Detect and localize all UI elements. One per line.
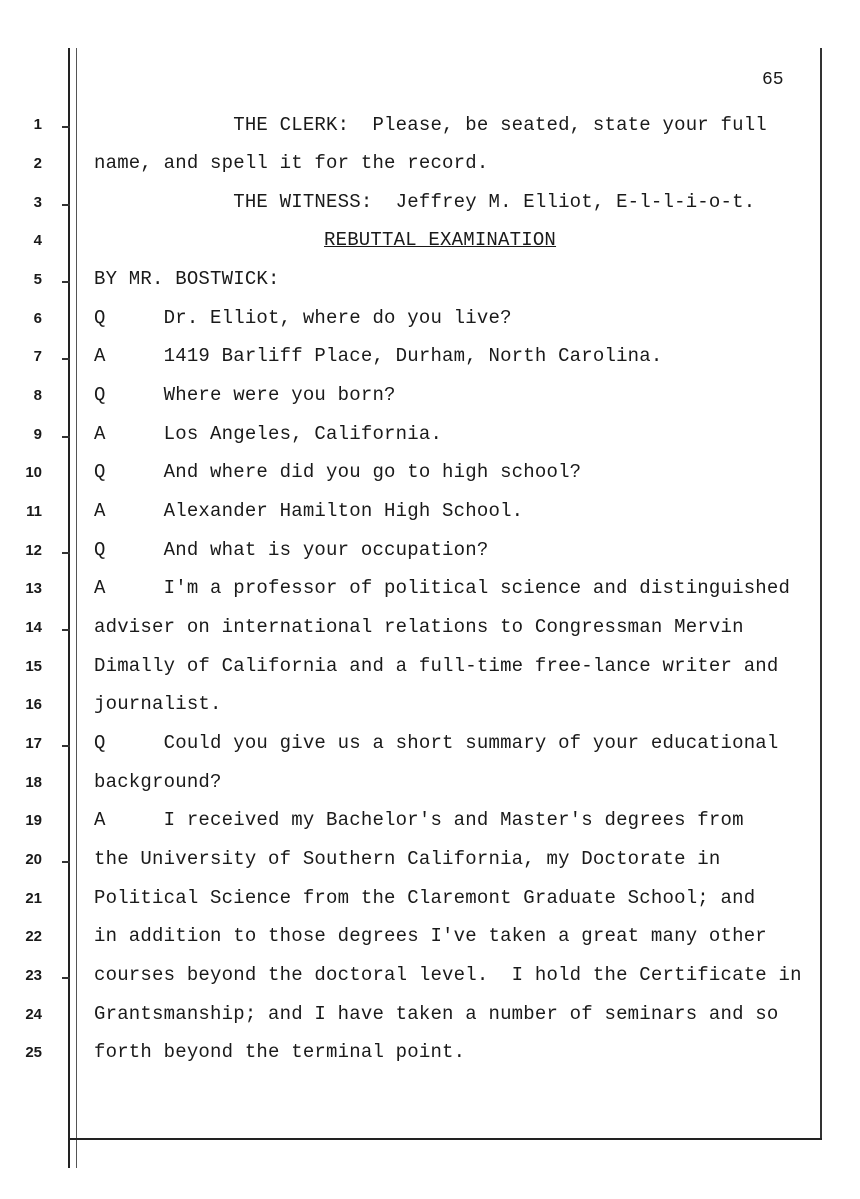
line-number: 22 <box>25 928 42 945</box>
transcript-line: A Alexander Hamilton High School. <box>94 500 524 522</box>
line-number: 3 <box>33 194 42 211</box>
line-number: 25 <box>25 1044 42 1061</box>
transcript-line: Q And where did you go to high school? <box>94 461 582 483</box>
transcript-line: Q Could you give us a short summary of your educational <box>94 732 779 754</box>
line-number: 8 <box>33 387 42 404</box>
line-number: 19 <box>25 812 42 829</box>
line-number: 13 <box>25 580 42 597</box>
transcript-line: journalist. <box>94 693 222 715</box>
margin-tick <box>62 281 70 283</box>
transcript-line: name, and spell it for the record. <box>94 152 489 174</box>
margin-tick <box>62 358 70 360</box>
transcript-line: background? <box>94 771 222 793</box>
transcript-line: Q Dr. Elliot, where do you live? <box>94 307 512 329</box>
line-number: 1 <box>33 116 42 133</box>
transcript-line: THE CLERK: Please, be seated, state your full <box>94 114 767 136</box>
margin-tick <box>62 552 70 554</box>
transcript-line: courses beyond the doctoral level. I hold the Certificate in <box>94 964 802 986</box>
transcript-line: THE WITNESS: Jeffrey M. Elliot, E-l-l-i-o-t. <box>94 191 756 213</box>
line-number: 6 <box>33 310 42 327</box>
bottom-rule <box>70 1138 822 1140</box>
transcript-line: Grantsmanship; and I have taken a number of seminars and so <box>94 1003 779 1025</box>
line-number: 12 <box>25 542 42 559</box>
margin-tick <box>62 436 70 438</box>
line-number: 14 <box>25 619 42 636</box>
margin-tick <box>62 861 70 863</box>
line-number: 18 <box>25 774 42 791</box>
line-number: 11 <box>26 503 42 520</box>
line-number: 17 <box>25 735 42 752</box>
left-margin-rule <box>68 48 70 1168</box>
transcript-line: BY MR. BOSTWICK: <box>94 268 280 290</box>
line-number: 2 <box>33 155 42 172</box>
margin-tick <box>62 745 70 747</box>
transcript-line: adviser on international relations to Congressman Mervin <box>94 616 744 638</box>
transcript-line: the University of Southern California, my Doctorate in <box>94 848 721 870</box>
margin-tick <box>62 204 70 206</box>
transcript-line: A I'm a professor of political science and distinguished <box>94 577 791 599</box>
transcript-line: A Los Angeles, California. <box>94 423 443 445</box>
page-number: 65 <box>762 70 784 90</box>
line-number: 20 <box>25 851 42 868</box>
line-number: 24 <box>25 1006 42 1023</box>
line-number: 5 <box>33 271 42 288</box>
transcript-line: in addition to those degrees I've taken a great many other <box>94 925 767 947</box>
line-number: 21 <box>25 890 42 907</box>
section-heading: REBUTTAL EXAMINATION <box>324 229 557 251</box>
transcript-line: Q And what is your occupation? <box>94 539 489 561</box>
transcript-line: A I received my Bachelor's and Master's degrees from <box>94 809 744 831</box>
line-number: 16 <box>25 696 42 713</box>
transcript-line: Political Science from the Claremont Graduate School; and <box>94 887 756 909</box>
line-number: 15 <box>25 658 42 675</box>
transcript-line: Dimally of California and a full-time free-lance writer and <box>94 655 779 677</box>
margin-tick <box>62 126 70 128</box>
transcript-line: forth beyond the terminal point. <box>94 1041 466 1063</box>
line-number: 23 <box>25 967 42 984</box>
line-number: 9 <box>33 426 42 443</box>
line-number: 7 <box>33 348 42 365</box>
margin-tick <box>62 977 70 979</box>
transcript-line: A 1419 Barliff Place, Durham, North Carolina. <box>94 345 663 367</box>
right-margin-rule <box>820 48 822 1140</box>
line-number: 10 <box>25 464 42 481</box>
left-margin-rule-inner <box>76 48 77 1168</box>
transcript-line: Q Where were you born? <box>94 384 396 406</box>
line-number: 4 <box>33 232 42 249</box>
margin-tick <box>62 629 70 631</box>
